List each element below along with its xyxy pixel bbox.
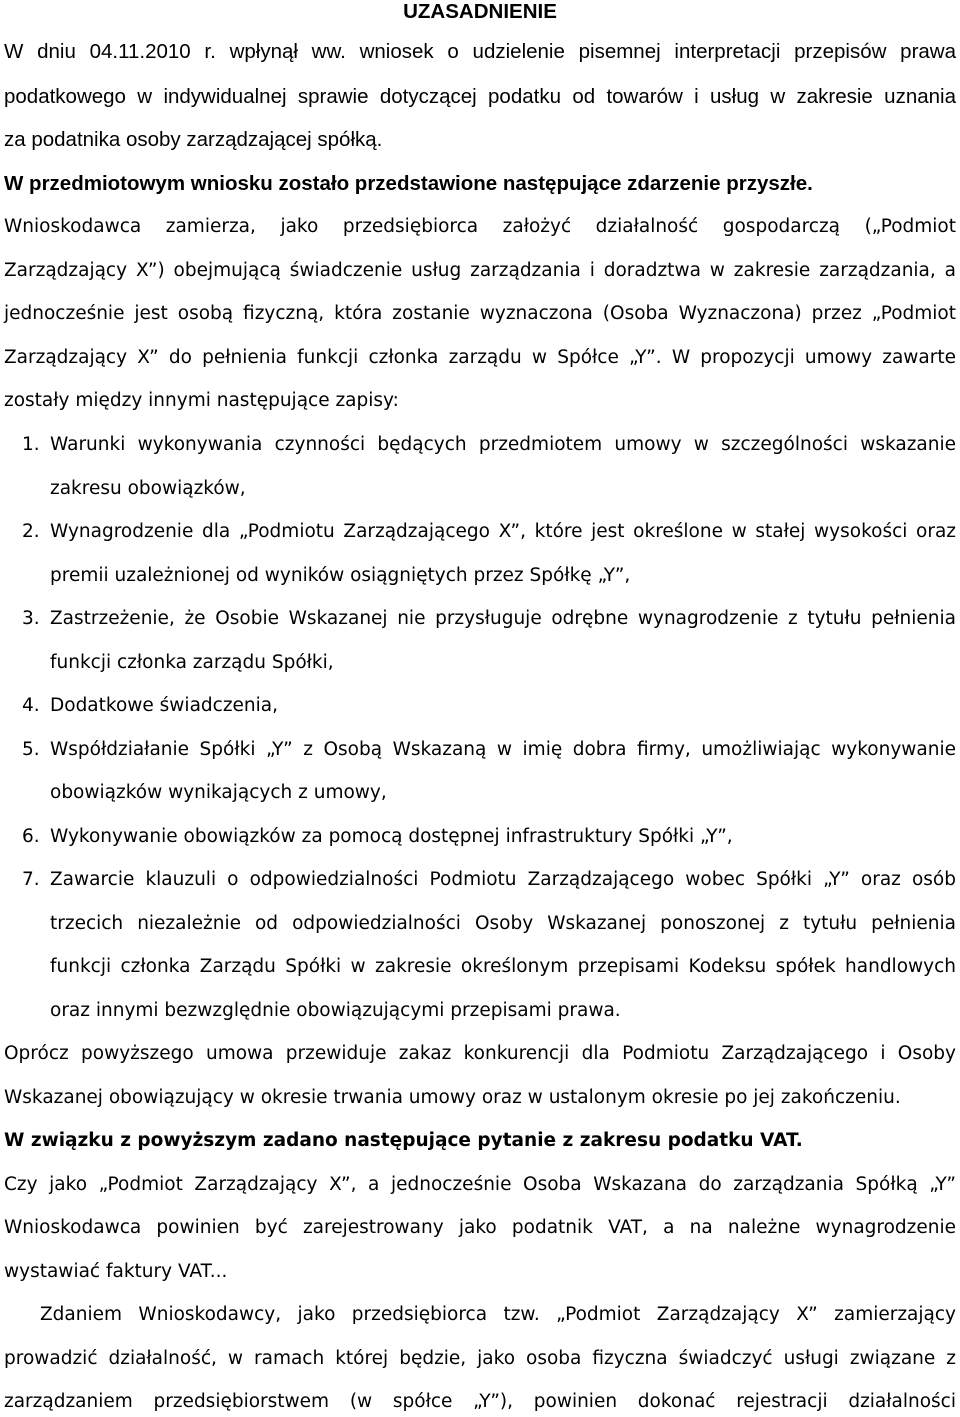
text-line: za podatnika osoby zarządzającej spółką. — [4, 128, 383, 151]
text-line: Wnioskodawca zamierza, jako przedsiębiorca założyć działalność gospodarczą („Podmiot — [4, 216, 956, 237]
list-text-line: trzecich niezależnie od odpowiedzialności Osoby Wskazanej ponoszonej z tytułu pełnienia — [50, 913, 956, 934]
list-text-line: Wynagrodzenie dla „Podmiotu Zarządzającego X”, które jest określone w stałej wysokości oraz — [50, 521, 956, 542]
text-line: podatkowego w indywidualnej sprawie dotyczącej podatku od towarów i usług w zakresie uznania — [4, 85, 956, 108]
text-line: Wskazanej obowiązujący w okresie trwania umowy oraz w ustalonym okresie po jej zakończeniu. — [4, 1087, 901, 1108]
list-text-line: zakresu obowiązków, — [50, 478, 246, 499]
text-line: Zdaniem Wnioskodawcy, jako przedsiębiorca tzw. „Podmiot Zarządzający X” zamierzający — [40, 1304, 956, 1325]
list-text-line: obowiązków wynikających z umowy, — [50, 782, 387, 803]
list-number: 3. — [22, 608, 40, 629]
text-line: Zarządzający X”) obejmującą świadczenie usług zarządzania i doradztwa w zakresie zarządzania, a — [4, 260, 956, 281]
list-number: 6. — [22, 826, 40, 847]
text-line: Oprócz powyższego umowa przewiduje zakaz konkurencji dla Podmiotu Zarządzającego i Osoby — [4, 1043, 956, 1064]
text-line: zarządzaniem przedsiębiorstwem (w spółce „Y”), powinien dokonać rejestracji działalności — [4, 1391, 956, 1412]
list-text-line: Warunki wykonywania czynności będących przedmiotem umowy w szczególności wskazanie — [50, 434, 956, 455]
text-line: W dniu 04.11.2010 r. wpłynął ww. wniosek o udzielenie pisemnej interpretacji przepisów prawa — [4, 40, 956, 63]
list-number: 7. — [22, 869, 40, 890]
list-text-line: premii uzależnionej od wyników osiągniętych przez Spółkę „Y”, — [50, 565, 631, 586]
list-text-line: Zawarcie klauzuli o odpowiedzialności Podmiotu Zarządzającego wobec Spółki „Y” oraz osób — [50, 869, 956, 890]
list-text-line: Dodatkowe świadczenia, — [50, 695, 278, 716]
list-text-line: oraz innymi bezwzględnie obowiązującymi przepisami prawa. — [50, 1000, 621, 1021]
text-line: jednocześnie jest osobą fizyczną, która zostanie wyznaczona (Osoba Wyznaczona) przez „Podmiot — [4, 303, 956, 324]
text-line: wystawiać faktury VAT... — [4, 1261, 228, 1282]
text-line: zostały między innymi następujące zapisy: — [4, 390, 399, 411]
list-text-line: Wykonywanie obowiązków za pomocą dostępnej infrastruktury Spółki „Y”, — [50, 826, 733, 847]
list-number: 1. — [22, 434, 40, 455]
text-line: prowadzić działalność, w ramach której będzie, jako osoba fizyczna świadczyć usługi związane z — [4, 1348, 956, 1369]
list-text-line: funkcji członka zarządu Spółki, — [50, 652, 334, 673]
text-line: Wnioskodawca powinien być zarejestrowany jako podatnik VAT, a na należne wynagrodzenie — [4, 1217, 956, 1238]
list-number: 5. — [22, 739, 40, 760]
list-number: 4. — [22, 695, 40, 716]
question-heading: W związku z powyższym zadano następujące pytanie z zakresu podatku VAT. — [4, 1130, 803, 1151]
text-line: Czy jako „Podmiot Zarządzający X”, a jednocześnie Osoba Wskazana do zarządzania Spółką „Y” — [4, 1174, 956, 1195]
list-number: 2. — [22, 521, 40, 542]
text-line: Zarządzający X” do pełnienia funkcji członka zarządu w Spółce „Y”. W propozycji umowy zawarte — [4, 347, 956, 368]
list-text-line: Zastrzeżenie, że Osobie Wskazanej nie przysługuje odrębne wynagrodzenie z tytułu pełnienia — [50, 608, 956, 629]
list-text-line: funkcji członka Zarządu Spółki w zakresie określonym przepisami Kodeksu spółek handlowych — [50, 956, 956, 977]
document-heading: UZASADNIENIE — [403, 0, 557, 23]
list-text-line: Współdziałanie Spółki „Y” z Osobą Wskazaną w imię dobra firmy, umożliwiając wykonywanie — [50, 739, 956, 760]
section-subheading: W przedmiotowym wniosku zostało przedstawione następujące zdarzenie przyszłe. — [4, 172, 813, 195]
